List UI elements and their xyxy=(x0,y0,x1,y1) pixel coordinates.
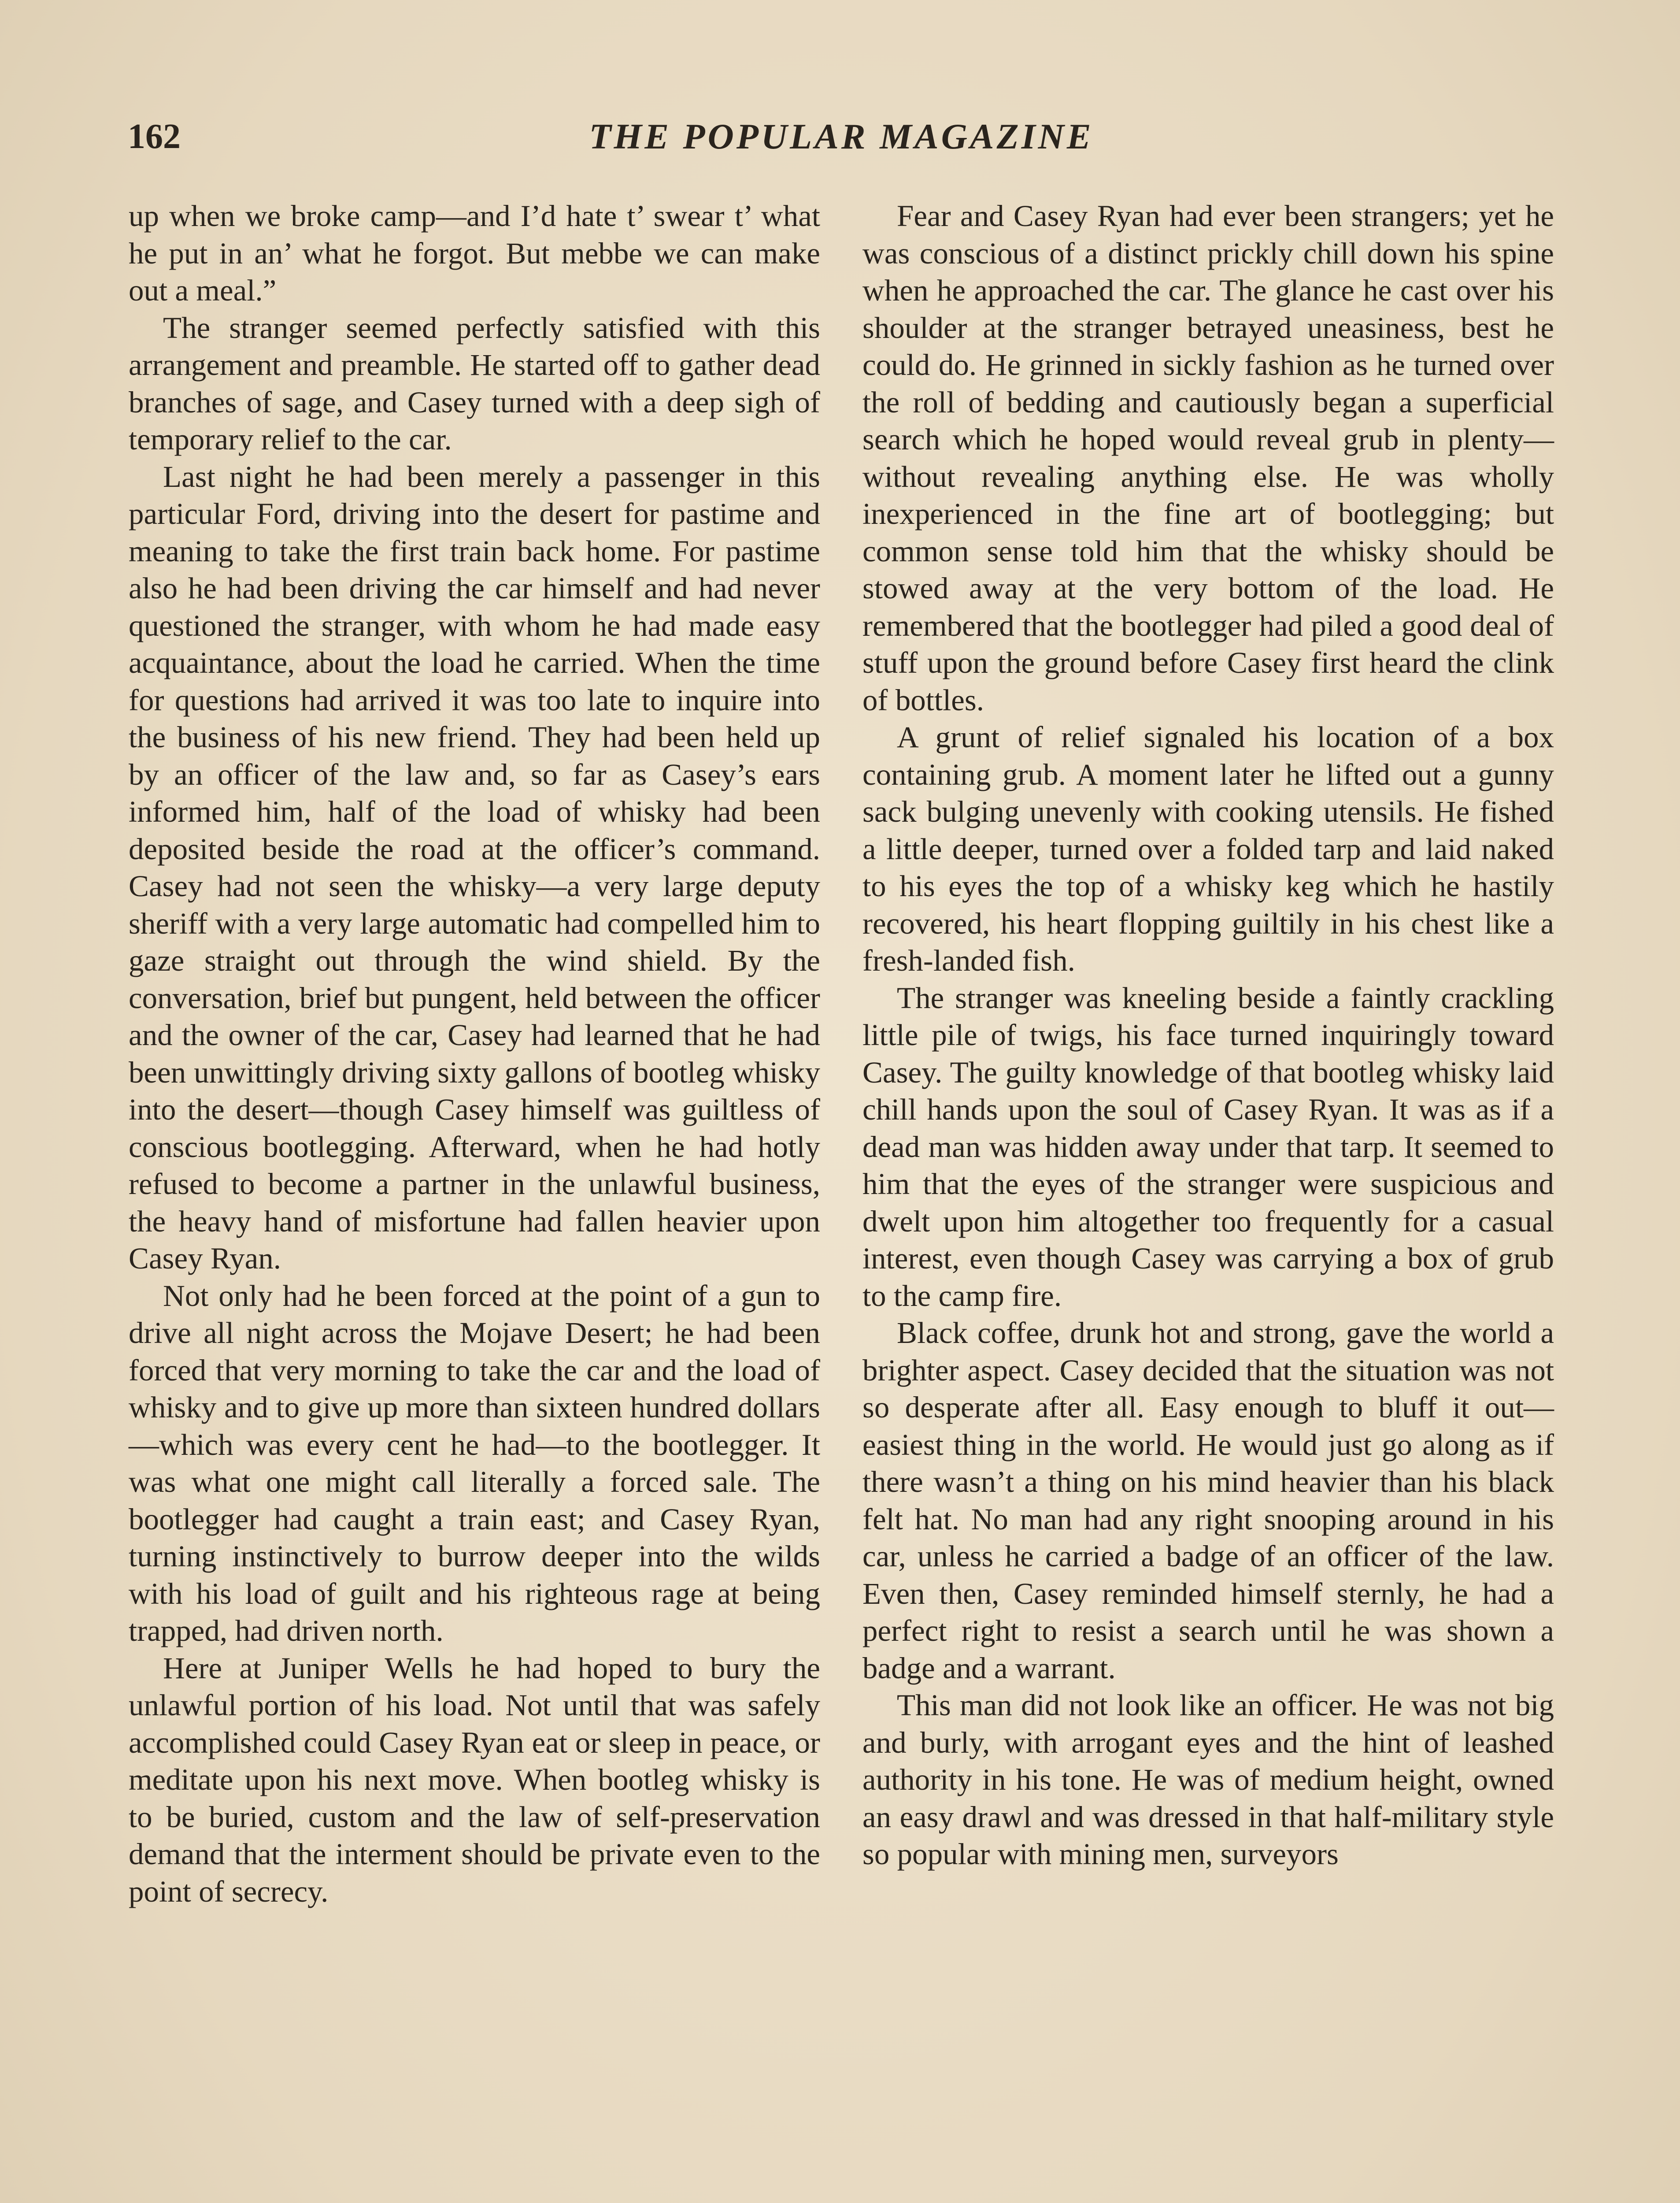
paragraph: up when we broke camp—and I’d hate t’ swear t’ what he put in an’ what he forgot. But mebbe we can make out a meal.” xyxy=(129,199,820,307)
paragraph: A grunt of relief signaled his location of a box containing grub. A moment later he lifted out a gunny sack bulging unevenly with cooking utensils. He fished a little deeper, turned over a folded tarp and laid naked to his eyes the top of a whisky keg which he hastily recovered, his heart flopping guiltily in his chest like a fresh-landed fish. xyxy=(862,720,1554,977)
paragraph: Black coffee, drunk hot and strong, gave the world a brighter aspect. Casey decided that the situation was not so desperate after all. Easy enough to bluff it out—easiest thing in the world. He would just go along as if there wasn’t a thing on his mind heavier than his black felt hat. No man had any right snooping around in his car, unless he carried a badge of an officer of the law. Even then, Casey reminded himself sternly, he had a perfect right to resist a search until he was shown a badge and a warrant. xyxy=(862,1316,1554,1685)
paragraph: Fear and Casey Ryan had ever been strangers; yet he was conscious of a distinct prickly chill down his spine when he approached the car. The glance he cast over his shoulder at the stranger betrayed uneasiness, best he could do. He grinned in sickly fashion as he turned over the roll of bedding and cautiously began a superficial search which he hoped would reveal grub in plenty—without revealing anything else. He was wholly inexperienced in the fine art of bootlegging; but common sense told him that the whisky should be stowed away at the very bottom of the load. He remembered that the bootlegger had piled a good deal of stuff upon the ground before Casey first heard the clink of bottles. xyxy=(862,199,1554,717)
running-head: THE POPULAR MAGAZINE xyxy=(589,116,1094,156)
page-number: 162 xyxy=(128,117,181,156)
paragraph: Last night he had been merely a passenger in this particular Ford, driving into the desert for pastime and meaning to take the first train back home. For pastime also he had been driving the car himself and had never questioned the stranger, with whom he had made easy acquaintance, about the load he carried. When the time for questions had arrived it was too late to inquire into the business of his new friend. They had been held up by an officer of the law and, so far as Casey’s ears informed him, half of the load of whisky had been deposited beside the road at the officer’s command. Casey had not seen the whisky—a very large deputy sheriff with a very large automatic had compelled him to gaze straight out through the wind shield. By the conversation, brief but pungent, held between the officer and the owner of the car, Casey had learned that he had been unwittingly driving sixty gallons of bootleg whisky into the desert—though Casey himself was guiltless of conscious bootlegging. Afterward, when he had hotly refused to become a partner in the unlawful business, the heavy hand of misfortune had fallen heavier upon Casey Ryan. xyxy=(129,460,820,1275)
right-column xyxy=(862,197,1554,1873)
paragraph: The stranger seemed perfectly satisfied with this arrangement and preamble. He started off to gather dead branches of sage, and Casey turned with a deep sigh of temporary relief to the car. xyxy=(129,311,820,456)
paragraph: This man did not look like an officer. He was not big and burly, with arrogant eyes and the hint of leashed authority in his tone. He was of medium height, owned an easy drawl and was dressed in that half-military style so popular with mining men, surveyors xyxy=(862,1688,1554,1871)
left-column xyxy=(129,197,820,1910)
paragraph: Not only had he been forced at the point of a gun to drive all night across the Mojave Desert; he had been forced that very morning to take the car and the load of whisky and to give up more than sixteen hundred dollars—which was every cent he had—to the bootlegger. It was what one might call literally a forced sale. The bootlegger had caught a train east; and Casey Ryan, turning instinctively to burrow deeper into the wilds with his load of guilt and his righteous rage at being trapped, had driven north. xyxy=(129,1279,820,1647)
paragraph: Here at Juniper Wells he had hoped to bury the unlawful portion of his load. Not until that was safely accomplished could Casey Ryan eat or sleep in peace, or meditate upon his next move. When bootleg whisky is to be buried, custom and the law of self-preservation demand that the interment should be private even to the point of secrecy. xyxy=(129,1651,820,1908)
paragraph: The stranger was kneeling beside a faintly crackling little pile of twigs, his face turned inquiringly toward Casey. The guilty knowledge of that bootleg whisky laid chill hands upon the soul of Casey Ryan. It was as if a dead man was hidden away under that tarp. It seemed to him that the eyes of the stranger were suspicious and dwelt upon him altogether too frequently for a casual interest, even though Casey was carrying a box of grub to the camp fire. xyxy=(862,981,1554,1313)
page-header xyxy=(128,112,1555,161)
